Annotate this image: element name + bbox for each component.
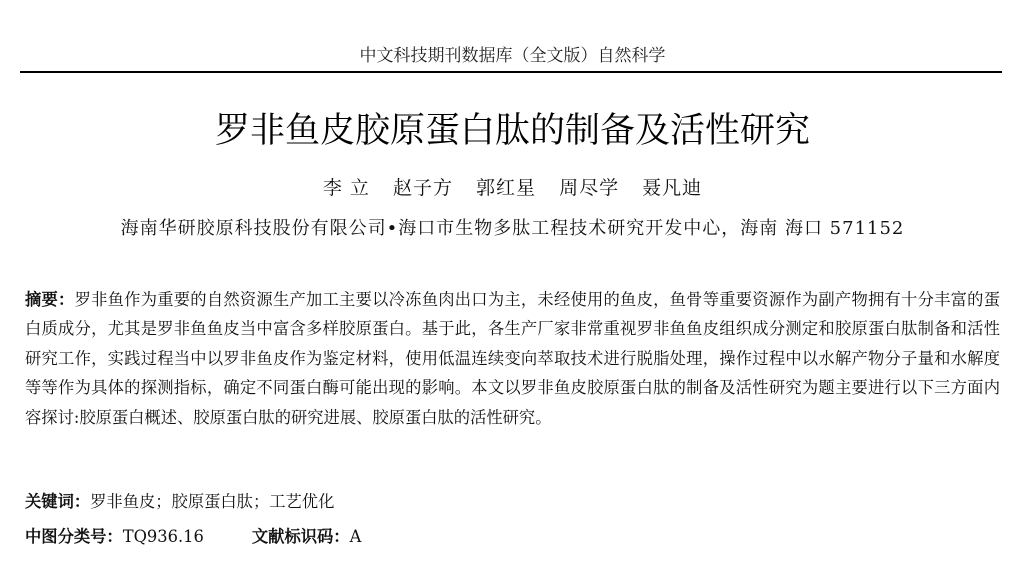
author-name: 聂凡迪 (642, 177, 703, 199)
classification-line (25, 524, 361, 550)
author-name: 李 立 (322, 177, 370, 199)
abstract-block (25, 285, 1000, 432)
abstract-text: 罗非鱼作为重要的自然资源生产加工主要以冷冻鱼肉出口为主，未经使用的鱼皮，鱼骨等重要资源作为副产物拥有十分丰富的蛋白质成分，尤其是罗非鱼鱼皮当中富含多样胶原蛋白。基于此，各生产厂家非常重视罗非鱼鱼皮组织成分测定和胶原蛋白肽制备和活性研究工作，实践过程当中以罗非鱼皮作为鉴定材料，使用低温连续变向萃取技术进行脱脂处理，操作过程中以水解产物分子量和水解度等等作为具体的探测指标，确定不同蛋白酶可能出现的影响。本文以罗非鱼皮胶原蛋白肽的制备及活性研究为题主要进行以下三方面内容探讨:胶原蛋白概述、胶原蛋白肽的研究进展、胶原蛋白肽的活性研究。 (25, 290, 1000, 427)
affiliation: 海南华研胶原科技股份有限公司•海口市生物多肽工程技术研究开发中心，海南 海口 571152 (120, 218, 905, 239)
clc-value: TQ936.16 (122, 527, 204, 546)
author-name: 赵子方 (392, 177, 453, 199)
doc-code-value: A (349, 527, 362, 546)
keywords-block (25, 489, 334, 515)
header-divider (20, 71, 1002, 73)
doc-code-label: 文献标识码： (251, 527, 350, 546)
keywords-label: 关键词： (25, 492, 91, 511)
journal-header: 中文科技期刊数据库（全文版）自然科学 (359, 46, 666, 66)
article-title: 罗非鱼皮胶原蛋白肽的制备及活性研究 (214, 111, 810, 151)
author-list (0, 174, 1025, 202)
abstract-label: 摘要： (25, 290, 75, 309)
author-name: 周尽学 (559, 177, 620, 199)
author-name: 郭红星 (476, 177, 537, 199)
keywords-text: 罗非鱼皮；胶原蛋白肽；工艺优化 (90, 492, 335, 511)
clc-label: 中图分类号： (25, 527, 123, 546)
